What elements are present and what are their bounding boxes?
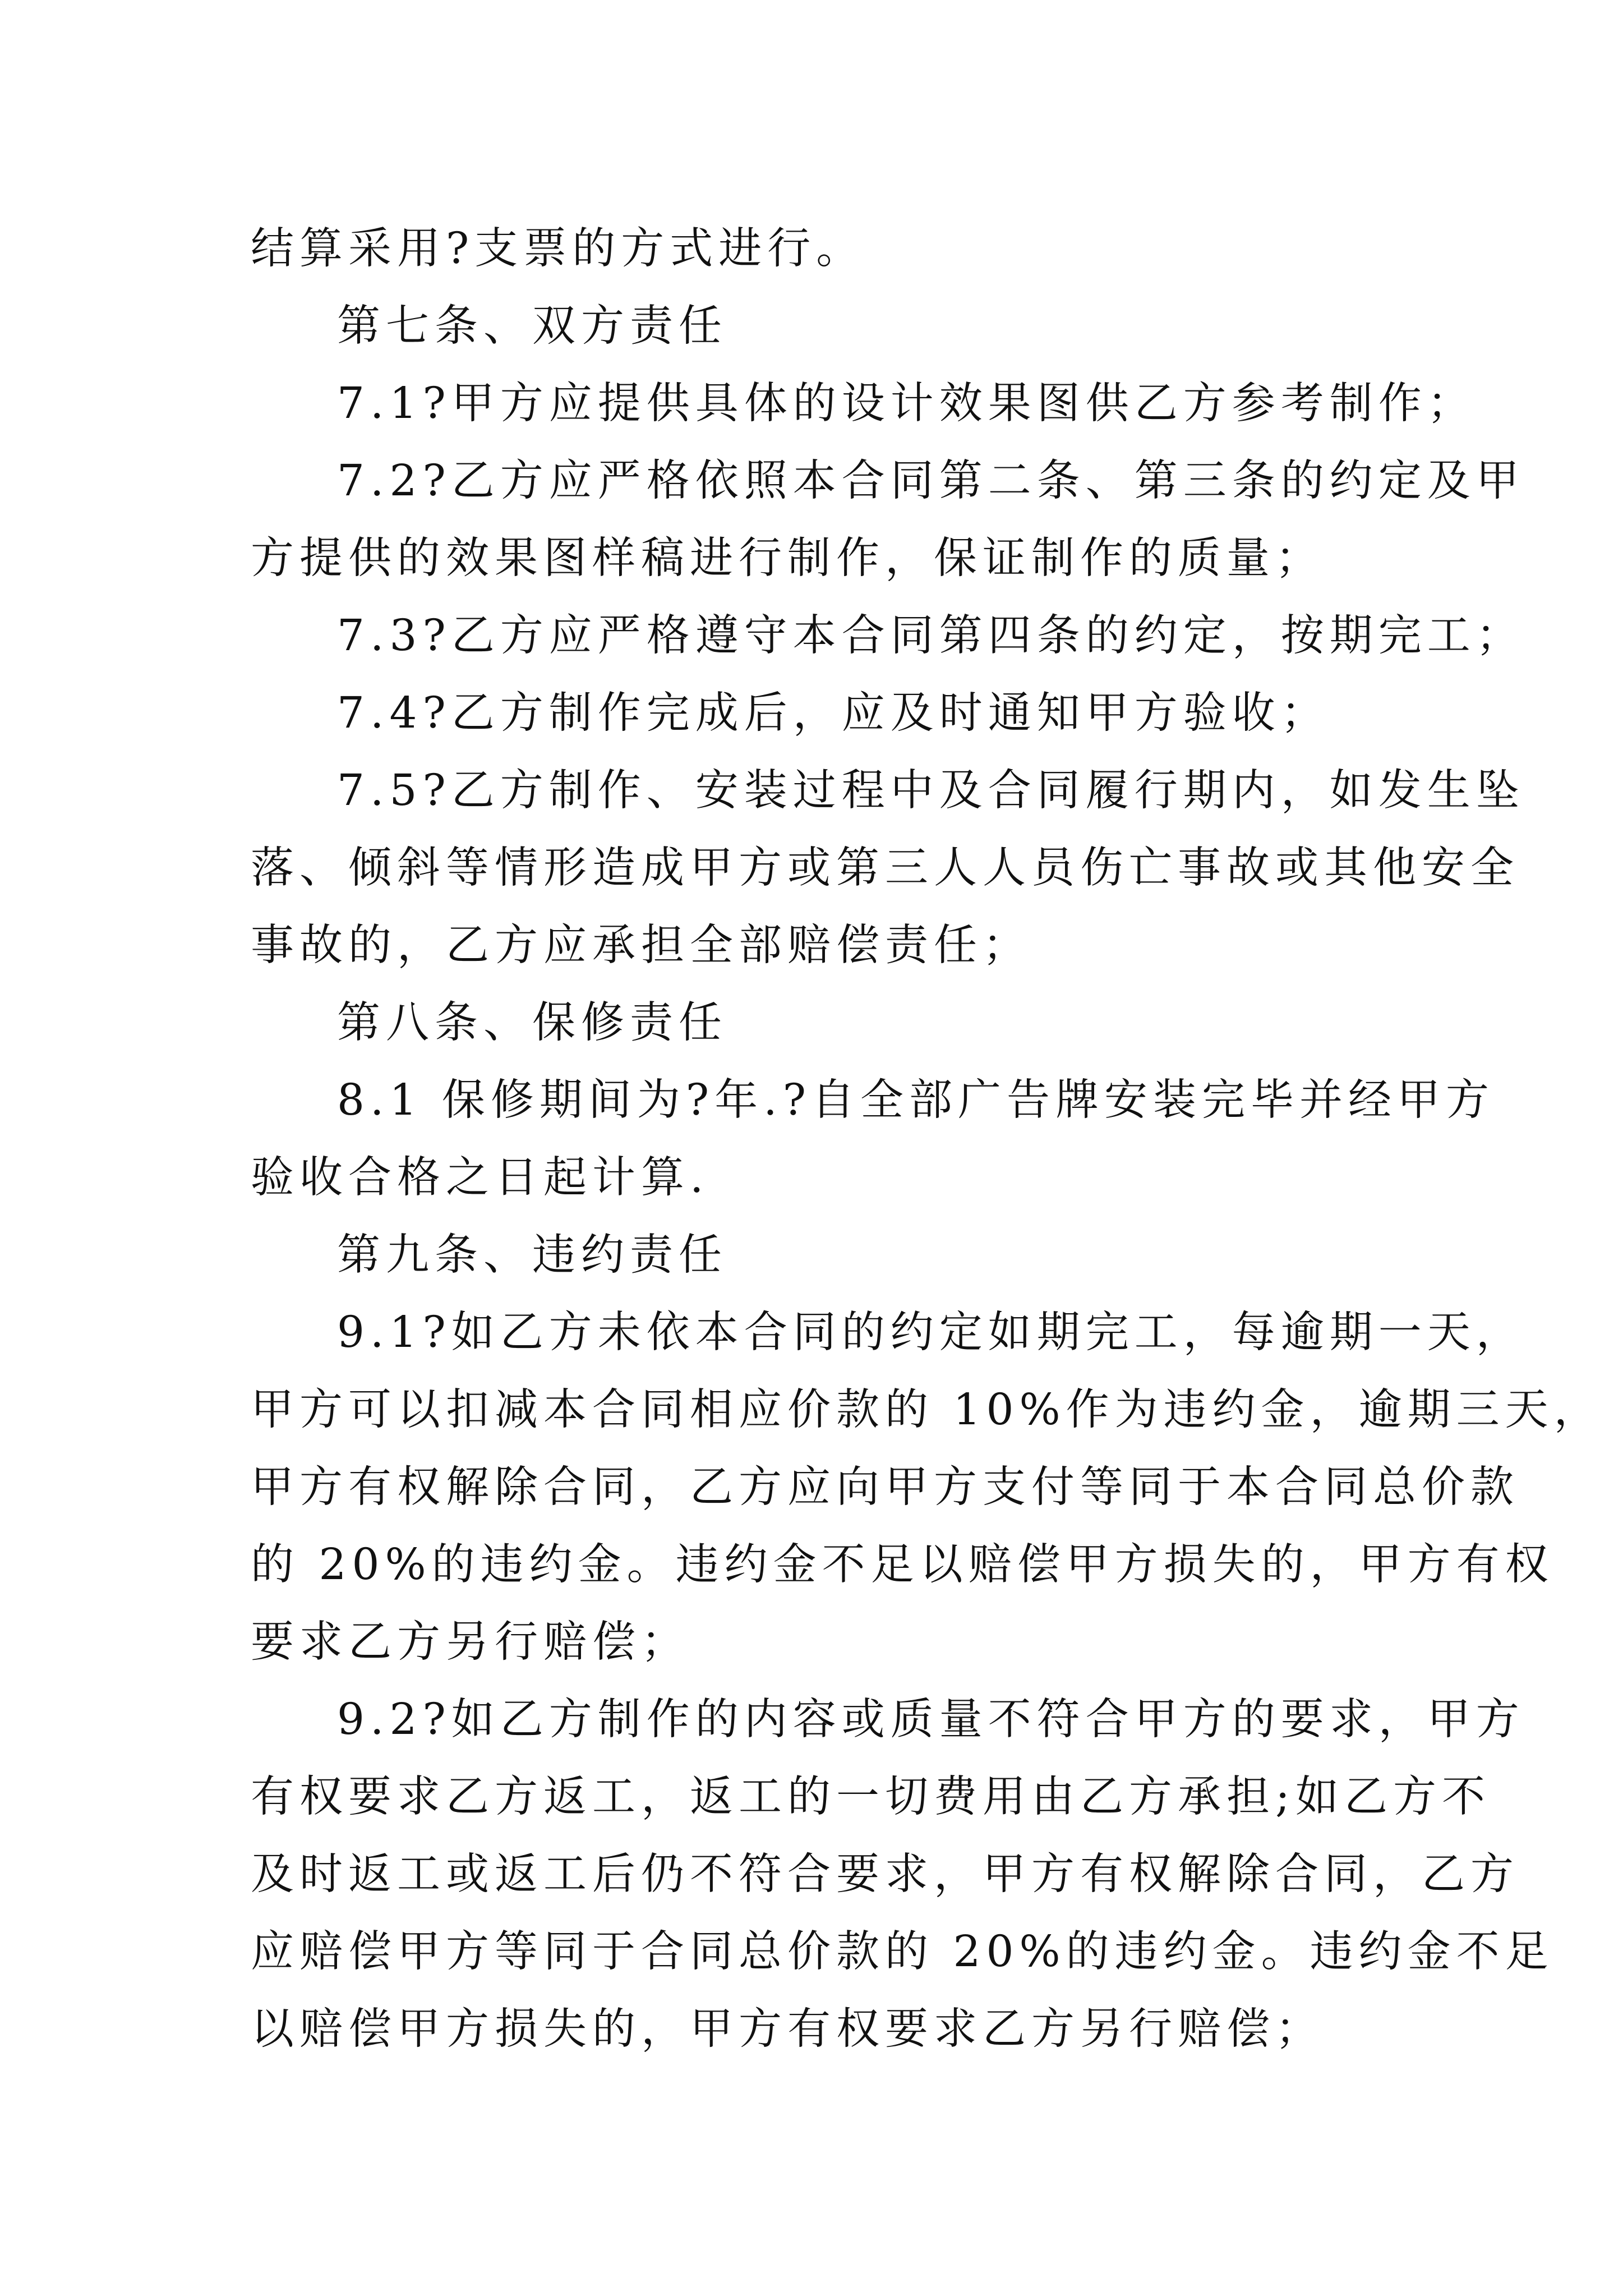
document-body [251, 210, 1603, 2068]
text-line: 应赔偿甲方等同于合同总价款的 20%的违约金。违约金不足 [251, 1927, 1554, 1977]
text-line: 7.3?乙方应严格遵守本合同第四条的约定，按期完工； [337, 611, 1525, 661]
text-line: 落、倾斜等情形造成甲方或第三人人员伤亡事故或其他安全 [251, 843, 1519, 893]
text-line: 8.1 保修期间为?年.?自全部广告牌安装完毕并经甲方 [337, 1075, 1495, 1125]
text-line: 甲方有权解除合同，乙方应向甲方支付等同于本合同总价款 [251, 1462, 1519, 1512]
text-line: 结算采用?支票的方式进行。 [251, 224, 865, 274]
text-line: 有权要求乙方返工，返工的一切费用由乙方承担;如乙方不 [251, 1772, 1491, 1822]
text-line: 甲方可以扣减本合同相应价款的 10%作为违约金，逾期三天， [251, 1385, 1603, 1435]
text-line: 7.1?甲方应提供具体的设计效果图供乙方参考制作； [337, 379, 1476, 429]
text-line: 的 20%的违约金。违约金不足以赔偿甲方损失的，甲方有权 [251, 1540, 1554, 1590]
section-heading: 第七条、双方责任 [337, 301, 727, 351]
section-heading: 第九条、违约责任 [337, 1230, 727, 1280]
text-line: 及时返工或返工后仍不符合要求，甲方有权解除合同，乙方 [251, 1849, 1519, 1899]
text-line: 验收合格之日起计算. [251, 1153, 709, 1203]
text-line: 7.5?乙方制作、安装过程中及合同履行期内，如发生坠 [337, 766, 1525, 816]
text-line: 9.1?如乙方未依本合同的约定如期完工，每逾期一天， [337, 1308, 1525, 1358]
text-line: 9.2?如乙方制作的内容或质量不符合甲方的要求，甲方 [337, 1695, 1525, 1745]
text-line: 7.4?乙方制作完成后，应及时通知甲方验收； [337, 688, 1330, 738]
text-line: 7.2?乙方应严格依照本合同第二条、第三条的约定及甲 [337, 456, 1525, 506]
text-line: 事故的，乙方应承担全部赔偿责任； [251, 921, 1031, 970]
text-line: 以赔偿甲方损失的，甲方有权要求乙方另行赔偿； [251, 2004, 1324, 2054]
text-line: 要求乙方另行赔偿； [251, 1617, 690, 1667]
section-heading: 第八条、保修责任 [337, 998, 727, 1048]
text-line: 方提供的效果图样稿进行制作，保证制作的质量； [251, 533, 1324, 583]
